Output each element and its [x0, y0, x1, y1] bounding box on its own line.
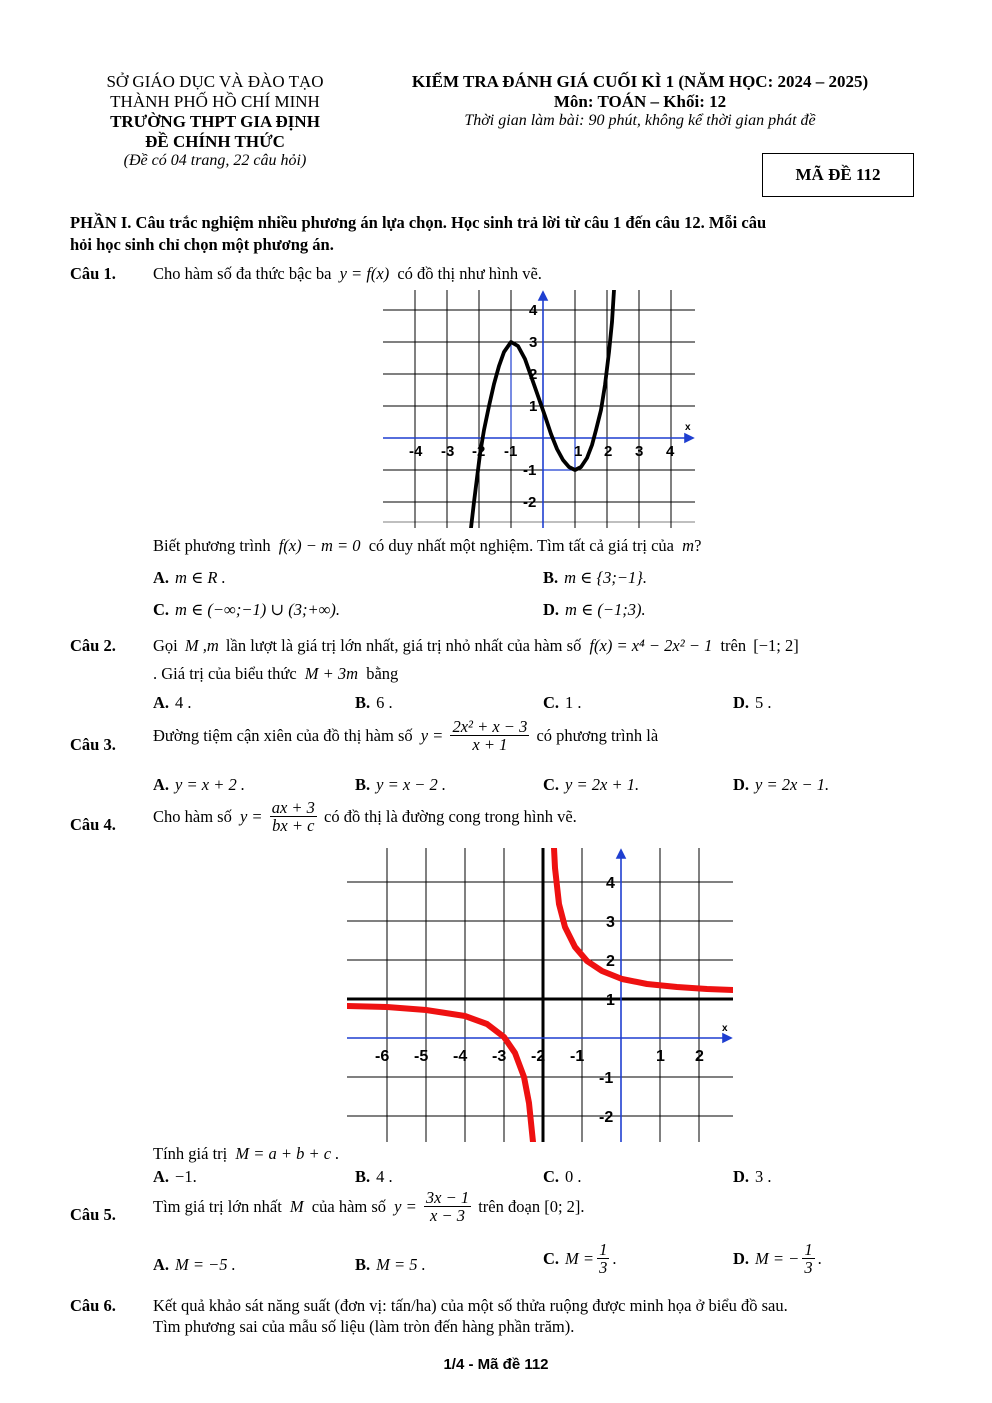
q1-ytick: 2	[529, 366, 538, 383]
q2-text-b: lần lượt là giá trị lớn nhất, giá trị nhỏ nhất của hàm số	[225, 636, 582, 655]
q2-line2-a: . Giá trị của biểu thức	[153, 664, 297, 683]
option-text: −1.	[175, 1167, 197, 1186]
q3-denominator: x + 1	[472, 735, 508, 755]
option-text: m ∈ {3;−1}.	[564, 568, 647, 587]
q3-label: Câu 3.	[70, 735, 116, 754]
q1-question	[153, 536, 701, 556]
page-count-note: (Đề có 04 trang, 22 câu hỏi)	[123, 152, 307, 169]
q5-interval: [0; 2].	[544, 1196, 585, 1216]
section-title-line1: PHẦN I. Câu trắc nghiệm nhiều phương án lựa chọn. Học sinh trả lời từ câu 1 đến câu 12. Mỗi câu	[70, 213, 767, 232]
q4-y: y =	[239, 806, 263, 826]
q1-xtick: -2	[472, 443, 486, 460]
q1-ytick: -1	[523, 462, 537, 479]
option-text: 4 .	[376, 1167, 393, 1186]
q1-option-d[interactable]	[543, 600, 646, 620]
q3-option-a[interactable]	[153, 775, 245, 795]
option-label: B.	[355, 1167, 371, 1186]
option-text: y = 2x − 1.	[755, 775, 830, 794]
q1-xtick: -4	[409, 443, 423, 460]
option-label: A.	[153, 693, 170, 712]
option-text: y = x + 2 .	[175, 775, 245, 794]
q2-stem-line2	[153, 664, 398, 684]
q4-xtick: -2	[531, 1048, 546, 1065]
q4-ytick: 3	[606, 914, 615, 931]
option-text: 0 .	[565, 1167, 582, 1186]
option-text: 5 .	[755, 693, 772, 712]
page-footer: 1/4 - Mã đề 112	[443, 1356, 549, 1373]
option-text: M = −5 .	[175, 1255, 236, 1274]
option-label: C.	[543, 1248, 560, 1268]
option-label: A.	[153, 775, 170, 794]
q2-text-c: trên	[720, 636, 747, 655]
q1-text-b: có đồ thị như hình vẽ.	[397, 264, 542, 283]
q4-x-axis-label: x	[722, 1023, 728, 1034]
school-name: TRƯỜNG THPT GIA ĐỊNH	[110, 112, 320, 131]
q4-option-a[interactable]	[153, 1167, 197, 1187]
q5-text-a: Tìm giá trị lớn nhất	[153, 1196, 282, 1216]
option-text: 4 .	[175, 693, 192, 712]
option-post: .	[817, 1248, 822, 1268]
q4-denominator: bx + c	[272, 816, 315, 836]
q4-follow-math: M = a + b + c .	[235, 1144, 340, 1163]
q4-ytick: -2	[599, 1109, 614, 1126]
q3-fraction	[450, 718, 529, 754]
option-text: M = 5 .	[376, 1255, 426, 1274]
q1-follow-a: Biết phương trình	[153, 536, 271, 555]
option-post: .	[612, 1248, 617, 1268]
subject-line: Môn: TOÁN – Khối: 12	[553, 92, 727, 111]
q4-ytick: -1	[599, 1070, 614, 1087]
header-left	[60, 72, 370, 170]
exam-title: KIỂM TRA ĐÁNH GIÁ CUỐI KÌ 1 (NĂM HỌC: 2024 – 2025)	[411, 72, 869, 91]
q4-stem	[153, 799, 577, 835]
q3-option-d[interactable]	[733, 775, 829, 795]
option-label: C.	[153, 600, 170, 619]
q1-xtick: 2	[604, 443, 613, 460]
q1-stem	[153, 264, 542, 284]
option-label: B.	[355, 693, 371, 712]
q5-text-b: của hàm số	[311, 1196, 387, 1216]
q4-xtick: -3	[492, 1048, 507, 1065]
q2-label: Câu 2.	[70, 636, 116, 655]
q5-label: Câu 5.	[70, 1205, 116, 1224]
q5-text-c: trên đoạn	[478, 1196, 541, 1216]
q4-xtick: -1	[570, 1048, 585, 1065]
q1-xtick: -1	[504, 443, 518, 460]
q1-follow-math: f(x) − m = 0	[278, 536, 361, 555]
q1-label: Câu 1.	[70, 264, 116, 283]
q4-xtick: 1	[656, 1048, 665, 1065]
q3-y: y =	[420, 725, 444, 745]
q4-option-d[interactable]	[733, 1167, 772, 1187]
option-numerator: 1	[804, 1240, 813, 1259]
q3-option-c[interactable]	[543, 775, 639, 795]
option-text: 6 .	[376, 693, 393, 712]
option-label: B.	[543, 568, 559, 587]
q5-option-c[interactable]	[543, 1241, 616, 1277]
q1-ytick: 1	[529, 398, 538, 415]
q5-numerator: 3x − 1	[425, 1188, 470, 1207]
q2-vars: M ,m	[184, 636, 219, 655]
q4-axes	[347, 850, 731, 1142]
q3-numerator: 2x² + x − 3	[452, 717, 528, 736]
q5-fraction	[424, 1189, 471, 1225]
option-label: C.	[543, 775, 560, 794]
option-numerator: 1	[599, 1240, 608, 1259]
option-denominator: 3	[599, 1258, 608, 1278]
option-text: m ∈ (−1;3).	[565, 600, 646, 619]
q2-func: f(x) = x⁴ − 2x² − 1	[589, 636, 713, 655]
option-label: B.	[355, 1255, 371, 1274]
time-line: Thời gian làm bài: 90 phút, không kể thời gian phát đề	[464, 112, 816, 129]
official-label: ĐỀ CHÍNH THỨC	[145, 132, 285, 151]
section-title-line2: hỏi học sinh chỉ chọn một phương án.	[70, 235, 334, 254]
q3-stem	[153, 718, 658, 754]
q2-option-a[interactable]	[153, 693, 192, 713]
q2-option-b[interactable]	[355, 693, 393, 713]
option-label: D.	[543, 600, 560, 619]
option-denominator: 3	[804, 1258, 813, 1278]
q4-option-c[interactable]	[543, 1167, 582, 1187]
q5-d-fraction	[802, 1241, 814, 1277]
q4-text-a: Cho hàm số	[153, 806, 232, 826]
option-label: D.	[733, 693, 750, 712]
q1-xtick: 4	[666, 443, 675, 460]
header-right	[360, 72, 920, 130]
q1-xtick: 1	[574, 443, 583, 460]
q1-follow-b: có duy nhất một nghiệm. Tìm tất cả giá trị của	[368, 536, 675, 555]
q4-xtick: -5	[414, 1048, 429, 1065]
option-pre: M =	[565, 1248, 595, 1268]
q1-option-a[interactable]	[153, 568, 226, 588]
q1-graph	[383, 290, 695, 528]
option-label: A.	[153, 1167, 170, 1186]
q2-expr: M + 3m	[304, 664, 359, 683]
q2-option-d[interactable]	[733, 693, 772, 713]
option-text: m ∈ R .	[175, 568, 226, 587]
q2-interval: [−1; 2]	[753, 636, 799, 655]
dept-name: SỞ GIÁO DỤC VÀ ĐÀO TẠO	[106, 72, 324, 91]
option-text: 3 .	[755, 1167, 772, 1186]
option-pre: M = −	[755, 1248, 800, 1268]
q4-follow: Tính giá trị	[153, 1144, 228, 1163]
q1-xtick: -3	[441, 443, 455, 460]
q4-curve-left	[347, 1006, 533, 1142]
q1-grid	[383, 290, 695, 528]
option-label: D.	[733, 1248, 750, 1268]
q5-option-d[interactable]	[733, 1241, 822, 1277]
option-label: B.	[355, 775, 371, 794]
q1-x-axis-label: x	[685, 422, 691, 433]
option-label: A.	[153, 1255, 170, 1274]
q4-label: Câu 4.	[70, 815, 116, 834]
q5-option-b[interactable]	[355, 1255, 426, 1275]
q1-ytick: -2	[523, 494, 537, 511]
q5-stem	[153, 1189, 585, 1225]
q4-asymptotes	[347, 848, 733, 1142]
q2-line2-b: bằng	[366, 664, 399, 683]
q5-var: M	[289, 1196, 304, 1216]
q3-text-b: có phương trình là	[536, 725, 659, 745]
option-label: C.	[543, 1167, 560, 1186]
option-label: D.	[733, 775, 750, 794]
q5-c-fraction	[597, 1241, 609, 1277]
option-text: m ∈ (−∞;−1) ∪ (3;+∞).	[175, 600, 341, 619]
q4-xtick: -4	[453, 1048, 468, 1065]
option-label: D.	[733, 1167, 750, 1186]
exam-code: MÃ ĐỀ 112	[795, 165, 881, 184]
q4-ytick: 4	[606, 875, 615, 892]
q4-graph	[347, 848, 733, 1142]
q1-option-b[interactable]	[543, 568, 647, 588]
q1-follow-end: ?	[694, 536, 702, 555]
option-label: A.	[153, 568, 170, 587]
q1-xtick: 3	[635, 443, 644, 460]
q4-curve-right	[554, 848, 733, 990]
q3-text-a: Đường tiệm cận xiên của đồ thị hàm số	[153, 725, 413, 745]
q1-text-a: Cho hàm số đa thức bậc ba	[153, 264, 332, 283]
option-text: 1 .	[565, 693, 582, 712]
option-text: y = x − 2 .	[376, 775, 447, 794]
q4-ytick: 2	[606, 953, 615, 970]
q4-ytick: 1	[606, 992, 615, 1009]
q6-label: Câu 6.	[70, 1296, 116, 1315]
q4-fraction	[270, 799, 317, 835]
q3-option-b[interactable]	[355, 775, 446, 795]
q6-line1: Kết quả khảo sát năng suất (đơn vị: tấn/ha) của một số thửa ruộng được minh họa ở biểu đồ sau.	[153, 1296, 788, 1315]
q5-option-a[interactable]	[153, 1255, 236, 1275]
q4-grid	[347, 848, 733, 1142]
option-text: y = 2x + 1.	[565, 775, 640, 794]
q1-ytick: 4	[529, 302, 538, 319]
q4-xtick: -6	[375, 1048, 390, 1065]
option-label: C.	[543, 693, 560, 712]
q4-option-b[interactable]	[355, 1167, 393, 1187]
q5-y: y =	[394, 1196, 417, 1216]
q4-text-b: có đồ thị là đường cong trong hình vẽ.	[324, 806, 577, 826]
q2-option-c[interactable]	[543, 693, 582, 713]
exam-code-box	[762, 153, 914, 197]
q1-follow-var: m	[682, 536, 695, 555]
city-name: THÀNH PHỐ HỒ CHÍ MINH	[110, 92, 320, 111]
q1-ytick: 3	[529, 334, 538, 351]
q5-denominator: x − 3	[430, 1206, 465, 1226]
q4-xtick: 2	[695, 1048, 704, 1065]
q1-math: y = f(x)	[339, 264, 390, 283]
q1-axes	[383, 292, 693, 528]
q2-text-a: Gọi	[153, 636, 178, 655]
q4-numerator: ax + 3	[271, 798, 315, 817]
q2-stem-line1	[153, 636, 799, 656]
q6-line2: Tìm phương sai của mẫu số liệu (làm tròn đến hàng phần trăm).	[153, 1317, 575, 1336]
q1-option-c[interactable]	[153, 600, 340, 620]
q4-question	[153, 1144, 339, 1164]
